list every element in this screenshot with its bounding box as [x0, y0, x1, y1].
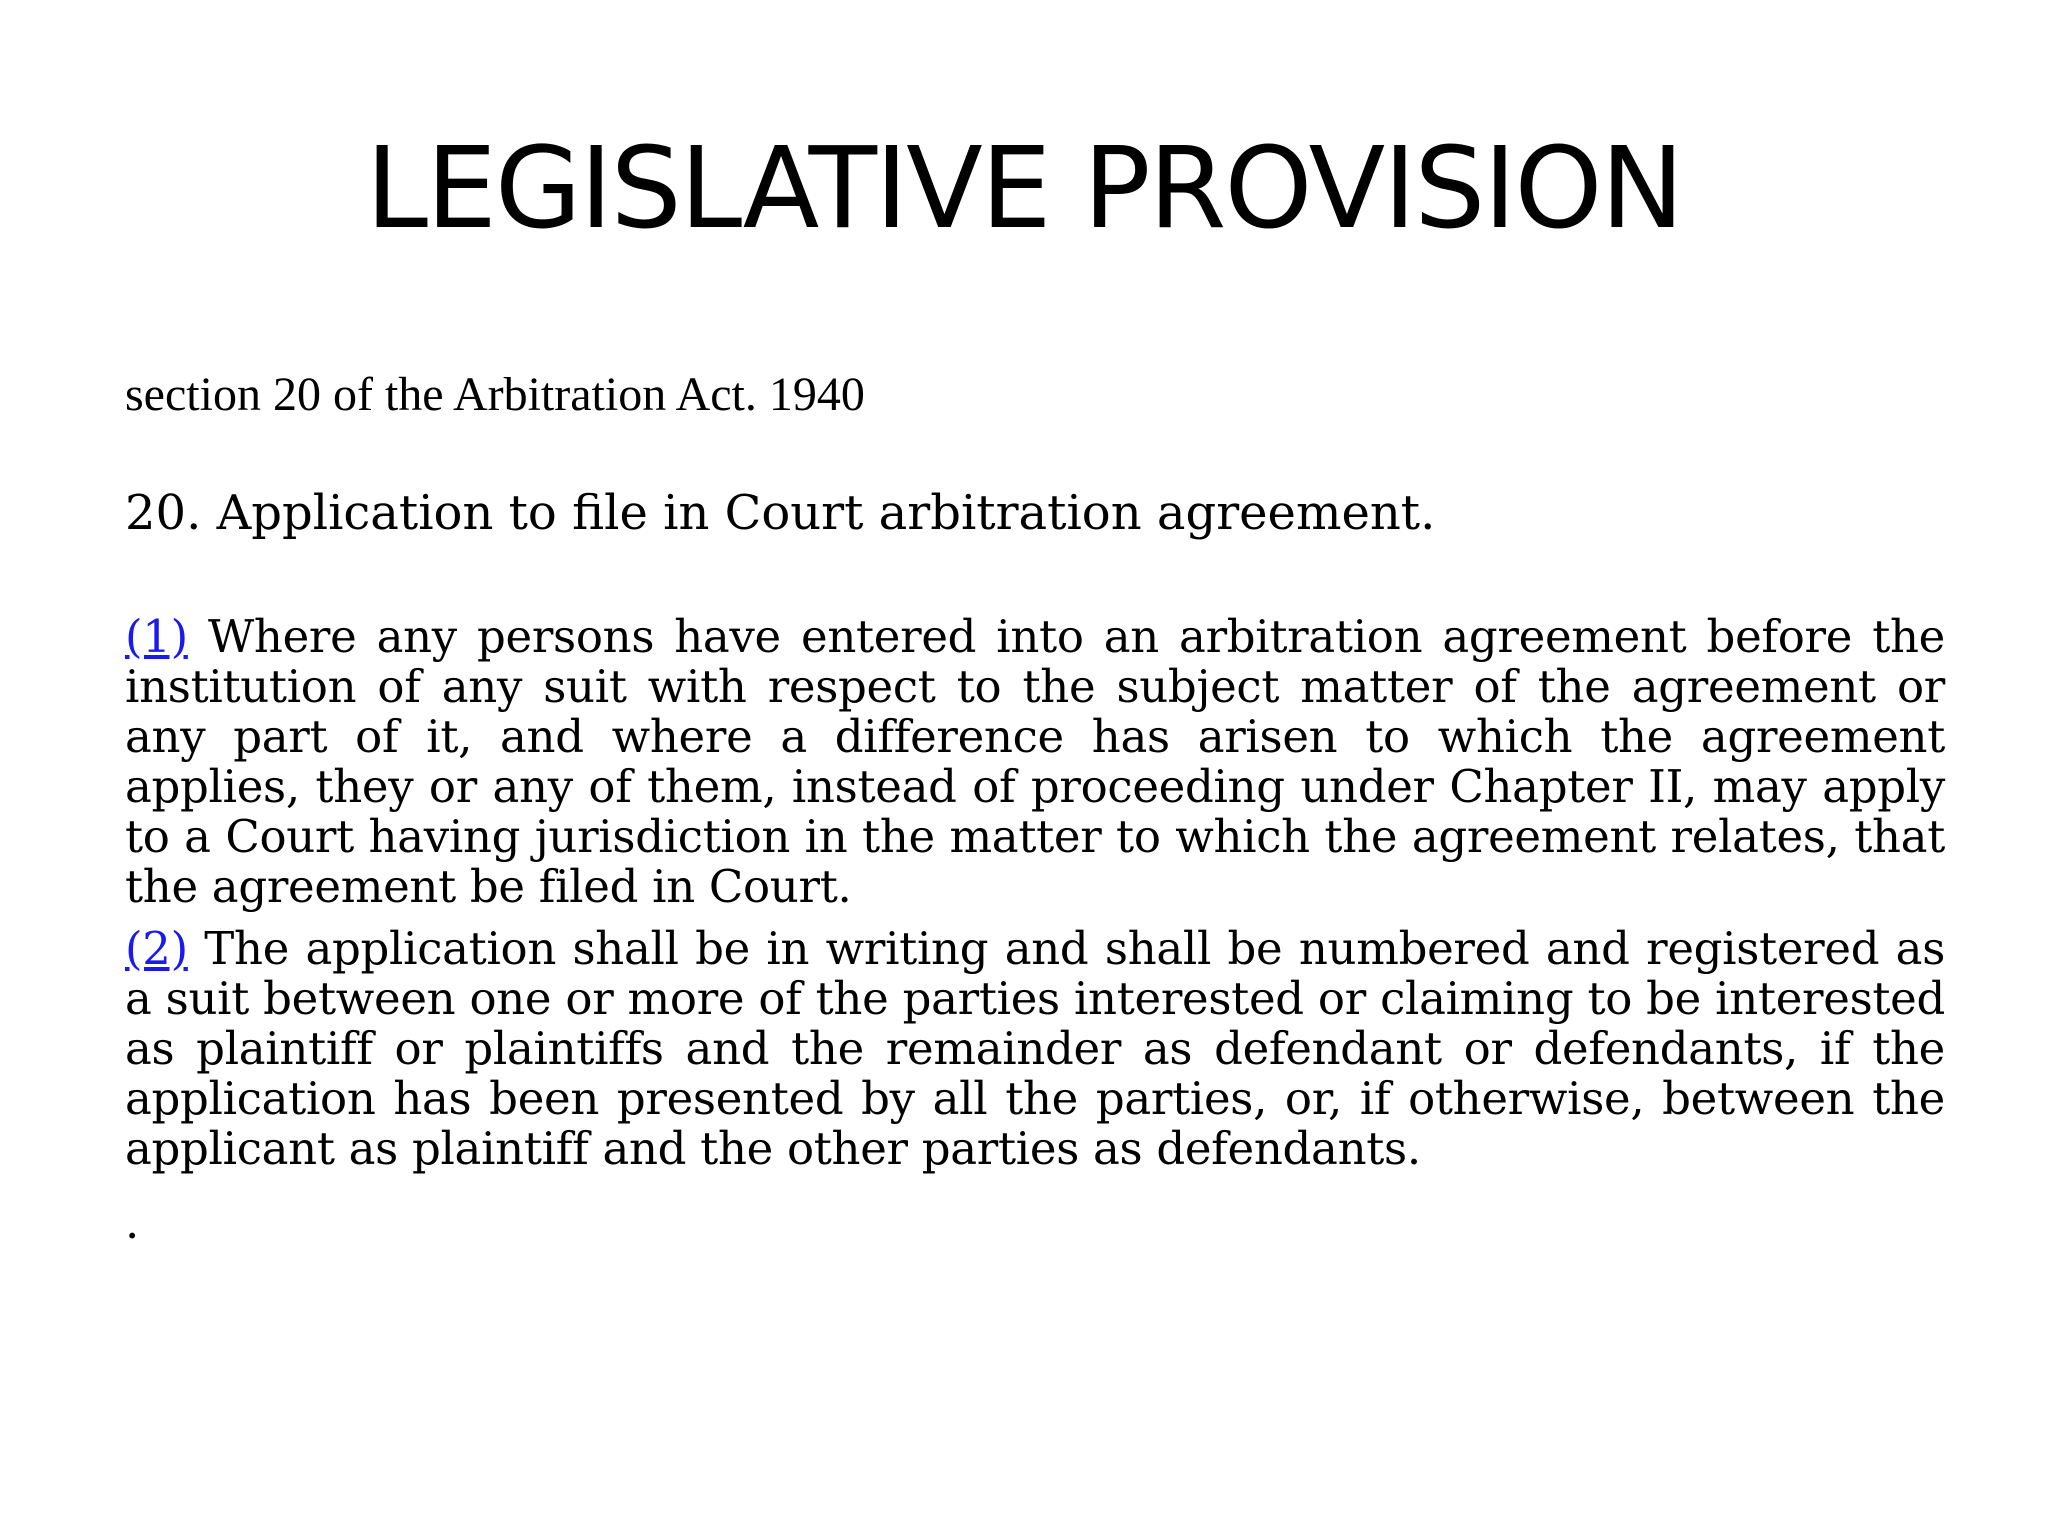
clause-1-link[interactable]: (1) — [125, 610, 188, 663]
clause-1-text: Where any persons have entered into an arbitration agreement before the institution of any suit with respect to the subject matter of the agreement or any part of it, and where a difference has arisen to which the agreement applies, they or any of them, instead of proceeding under Chapter II, may apply to a Court having jurisdiction in the matter to which the agreement relates, that the agreement be filed in Court. — [125, 610, 1945, 913]
clause-2 — [125, 924, 1945, 1174]
source-line: section 20 of the Arbitration Act. 1940 — [125, 368, 865, 421]
clause-2-text: The application shall be in writing and shall be numbered and registered as a suit between one or more of the parties interested or claiming to be interested as plaintiff or plaintiffs and the remainder as defendant or defendants, if the application has been presented by all the parties, or, if otherwise, between the applicant as plaintiff and the other parties as defendants. — [125, 922, 1945, 1175]
trailing-mark: . — [125, 1196, 140, 1249]
provision-body — [125, 612, 1945, 1248]
clause-2-link[interactable]: (2) — [125, 922, 188, 975]
section-heading: 20. Application to file in Court arbitration agreement. — [125, 485, 1436, 541]
slide-title: LEGISLATIVE PROVISION — [365, 124, 1683, 254]
clause-1 — [125, 612, 1945, 912]
